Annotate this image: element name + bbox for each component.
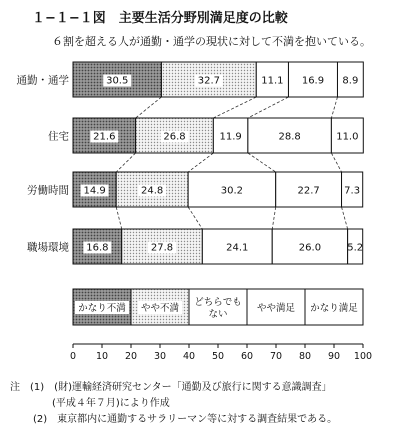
value-label-3-2: 24.1: [226, 242, 249, 254]
connector-line: [188, 207, 202, 229]
connector-line: [116, 207, 122, 229]
x-tick-label: 0: [69, 351, 77, 362]
category-label-3: 職場環境: [27, 241, 69, 254]
legend-label-0: かなり不満: [78, 303, 126, 314]
value-label-1-2: 11.9: [219, 131, 242, 143]
connector-line: [331, 153, 341, 172]
legend-label-3: やや満足: [256, 303, 296, 314]
x-tick-label: 60: [240, 351, 254, 362]
legend-label-1: やや不満: [140, 303, 180, 314]
category-label-0: 通勤・通学: [16, 74, 69, 87]
value-label-1-3: 28.8: [278, 131, 301, 143]
connector-line: [248, 97, 289, 118]
x-tick-label: 40: [182, 351, 196, 362]
value-label-0-2: 11.1: [261, 75, 284, 87]
chart-subtitle: ６割を超える人が通勤・通学の現状に対して不満を抱いている。: [52, 35, 371, 48]
value-label-3-1: 27.8: [150, 242, 174, 254]
value-label-3-4: 5.2: [347, 242, 364, 254]
connector-line: [272, 207, 275, 229]
value-label-0-1: 32.7: [197, 75, 220, 87]
connector-line: [331, 97, 337, 118]
footnote-1-continued: (平成４年７月)により作成: [52, 398, 170, 409]
x-tick-label: 90: [327, 351, 341, 362]
value-label-2-0: 14.9: [83, 185, 106, 197]
connector-line: [248, 153, 276, 172]
footnote-2: (2) 東京都内に通勤するサラリーマン等に対する調査結果である。: [33, 414, 338, 425]
value-label-1-0: 21.6: [93, 131, 116, 143]
connector-line: [342, 207, 348, 229]
x-tick-label: 20: [124, 351, 138, 362]
connector-line: [213, 97, 256, 118]
connector-line: [116, 153, 135, 172]
category-label-2: 労働時間: [27, 184, 69, 197]
connector-line: [188, 153, 213, 172]
connector-line: [136, 97, 162, 118]
value-label-2-3: 22.7: [297, 185, 320, 197]
category-label-1: 住宅: [48, 130, 69, 143]
legend-label-2: どちらでも: [194, 297, 242, 308]
x-tick-label: 10: [95, 351, 109, 362]
footnote-1: 注 (1) (財)運輸経済研究センター「通勤及び旅行に関する意識調査」: [10, 382, 332, 393]
value-label-3-3: 26.0: [298, 242, 322, 254]
x-tick-label: 100: [353, 351, 373, 362]
value-label-3-0: 16.8: [86, 242, 109, 254]
value-label-0-3: 16.9: [301, 75, 325, 87]
legend-label-2: ない: [208, 309, 228, 320]
value-label-1-1: 26.8: [163, 131, 186, 143]
value-label-2-1: 24.8: [141, 185, 164, 197]
value-label-2-4: 7.3: [344, 185, 361, 197]
value-label-0-4: 8.9: [342, 75, 359, 87]
x-tick-label: 30: [153, 351, 167, 362]
x-tick-label: 50: [211, 351, 225, 362]
value-label-0-0: 30.5: [106, 75, 129, 87]
x-tick-label: 80: [298, 351, 312, 362]
value-label-1-4: 11.0: [336, 131, 359, 143]
legend-label-4: かなり満足: [310, 303, 358, 314]
value-label-2-2: 30.2: [220, 185, 244, 197]
chart-title: １−１−１図 主要生活分野別満足度の比較: [32, 11, 288, 26]
x-tick-label: 70: [269, 351, 283, 362]
